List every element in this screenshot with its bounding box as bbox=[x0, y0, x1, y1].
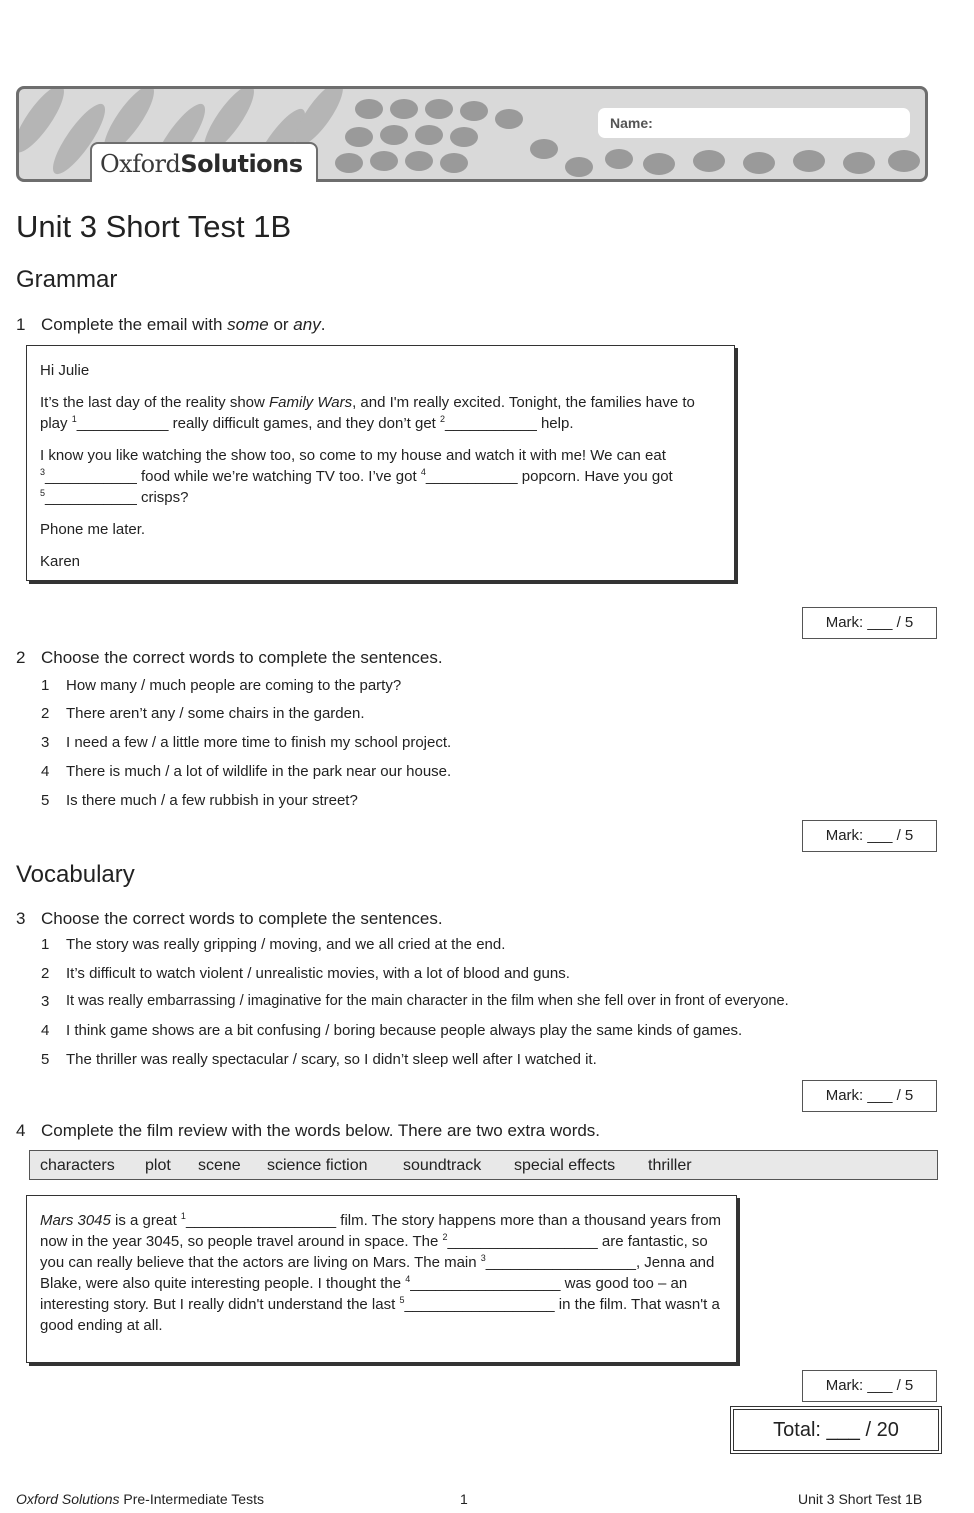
word-special-effects: special effects bbox=[514, 1157, 616, 1174]
email-closing: Phone me later. bbox=[40, 521, 146, 538]
gap-2[interactable]: ___________ bbox=[445, 415, 537, 432]
gap-2[interactable]: __________________ bbox=[447, 1233, 598, 1250]
email-box bbox=[26, 345, 735, 581]
q4-number: 4 bbox=[16, 1121, 26, 1140]
q4-mark[interactable]: Mark: ___ / 5 bbox=[802, 1370, 937, 1402]
total-score[interactable]: Total: ___ / 20 bbox=[733, 1409, 939, 1451]
name-label: Name: bbox=[610, 115, 653, 131]
gap-1[interactable]: __________________ bbox=[185, 1212, 337, 1229]
q3-number: 3 bbox=[16, 909, 26, 928]
word-science-fiction: science fiction bbox=[267, 1157, 368, 1174]
page-title: Unit 3 Short Test 1B bbox=[16, 209, 292, 244]
footer-left: Oxford Solutions Pre-Intermediate Tests bbox=[16, 1491, 264, 1507]
word-bank bbox=[29, 1150, 938, 1180]
logo bbox=[100, 150, 303, 178]
email-paragraph-1: It’s the last day of the reality show Family Wars, and I'm really excited. Tonight, the families have to play $^1$___________ really difficult games, and they don’t get $^2$___________ help. bbox=[40, 394, 695, 432]
q1-text: Complete the email with some or any. bbox=[41, 315, 326, 334]
gap-1[interactable]: ___________ bbox=[76, 415, 169, 432]
q3-list: 1 The story was really gripping / moving, and we all cried at the end. 2 It’s difficult to watch violent / unrealistic movies, with a lot of blood and guns. 3 It was really embarrassing / imaginative for the main character in the film when she fell over in front of everyone. 4 I think game shows are a bit confusing / boring because people always play the same kinds of games. 5 The thriller was really spectacular / scary, so I didn’t sleep well after I watched it. bbox=[41, 936, 789, 1068]
q4-instruction bbox=[16, 1121, 916, 1143]
q2-instruction bbox=[16, 648, 916, 670]
page-number: 1 bbox=[460, 1491, 468, 1507]
word-thriller: thriller bbox=[648, 1157, 692, 1174]
section-grammar: Grammar bbox=[16, 266, 118, 293]
gap-4[interactable]: __________________ bbox=[410, 1275, 561, 1292]
q3-mark[interactable]: Mark: ___ / 5 bbox=[802, 1080, 937, 1112]
footer-right: Unit 3 Short Test 1B bbox=[798, 1491, 923, 1507]
q2-mark[interactable]: Mark: ___ / 5 bbox=[802, 820, 937, 852]
q1-number: 1 bbox=[16, 315, 26, 334]
word-plot: plot bbox=[145, 1157, 171, 1174]
review-box bbox=[26, 1195, 737, 1363]
q2-number: 2 bbox=[16, 648, 26, 667]
gap-5[interactable]: __________________ bbox=[404, 1296, 555, 1313]
gap-3[interactable]: ___________ bbox=[45, 468, 137, 485]
email-greeting: Hi Julie bbox=[40, 362, 90, 379]
q3-instruction bbox=[16, 909, 916, 931]
word-soundtrack: soundtrack bbox=[403, 1157, 482, 1174]
q1-instruction bbox=[16, 315, 916, 337]
gap-3[interactable]: __________________ bbox=[485, 1254, 636, 1271]
review-text: Mars 3045 is a great $^1$__________________ film. The story happens more than a thousand years from now in the year 3045, so people travel around in space. The $^2$__________________ are fantastic, so you can really believe that the actors are living on Mars. The main $^3$__________________, Jenna and Blake, were also quite interesting people. I thought the $^4$__________________ was good too – an interesting story. But I really didn't understand the last $^5$__________________ in the film. That wasn't a good ending at all. bbox=[40, 1211, 722, 1334]
q1-mark[interactable]: Mark: ___ / 5 bbox=[802, 607, 937, 639]
logo-solutions: Solutions bbox=[180, 150, 303, 178]
q4-text: Complete the film review with the words below. There are two extra words. bbox=[41, 1121, 601, 1140]
logo-oxford: Oxford bbox=[100, 150, 181, 178]
section-vocabulary: Vocabulary bbox=[16, 861, 135, 888]
q2-text: Choose the correct words to complete the sentences. bbox=[41, 648, 443, 667]
word-scene: scene bbox=[198, 1157, 241, 1174]
word-characters: characters bbox=[40, 1157, 115, 1174]
email-paragraph-2: I know you like watching the show too, so come to my house and watch it with me! We can eat $^3$___________ food while we’re watching TV too. I’ve got $^4$___________ popcorn. Have you got $^5$___________ crisps? bbox=[40, 447, 673, 506]
gap-5[interactable]: ___________ bbox=[45, 489, 137, 506]
q2-list: 1 How many / much people are coming to the party? 2 There aren’t any / some chairs in the garden. 3 I need a few / a little more time to finish my school project. 4 There is much / a lot of wildlife in the park near our house. 5 Is there much / a few rubbish in your street? bbox=[41, 677, 452, 809]
gap-4[interactable]: ___________ bbox=[425, 468, 518, 485]
q3-text: Choose the correct words to complete the sentences. bbox=[41, 909, 443, 928]
email-signature: Karen bbox=[40, 553, 81, 570]
